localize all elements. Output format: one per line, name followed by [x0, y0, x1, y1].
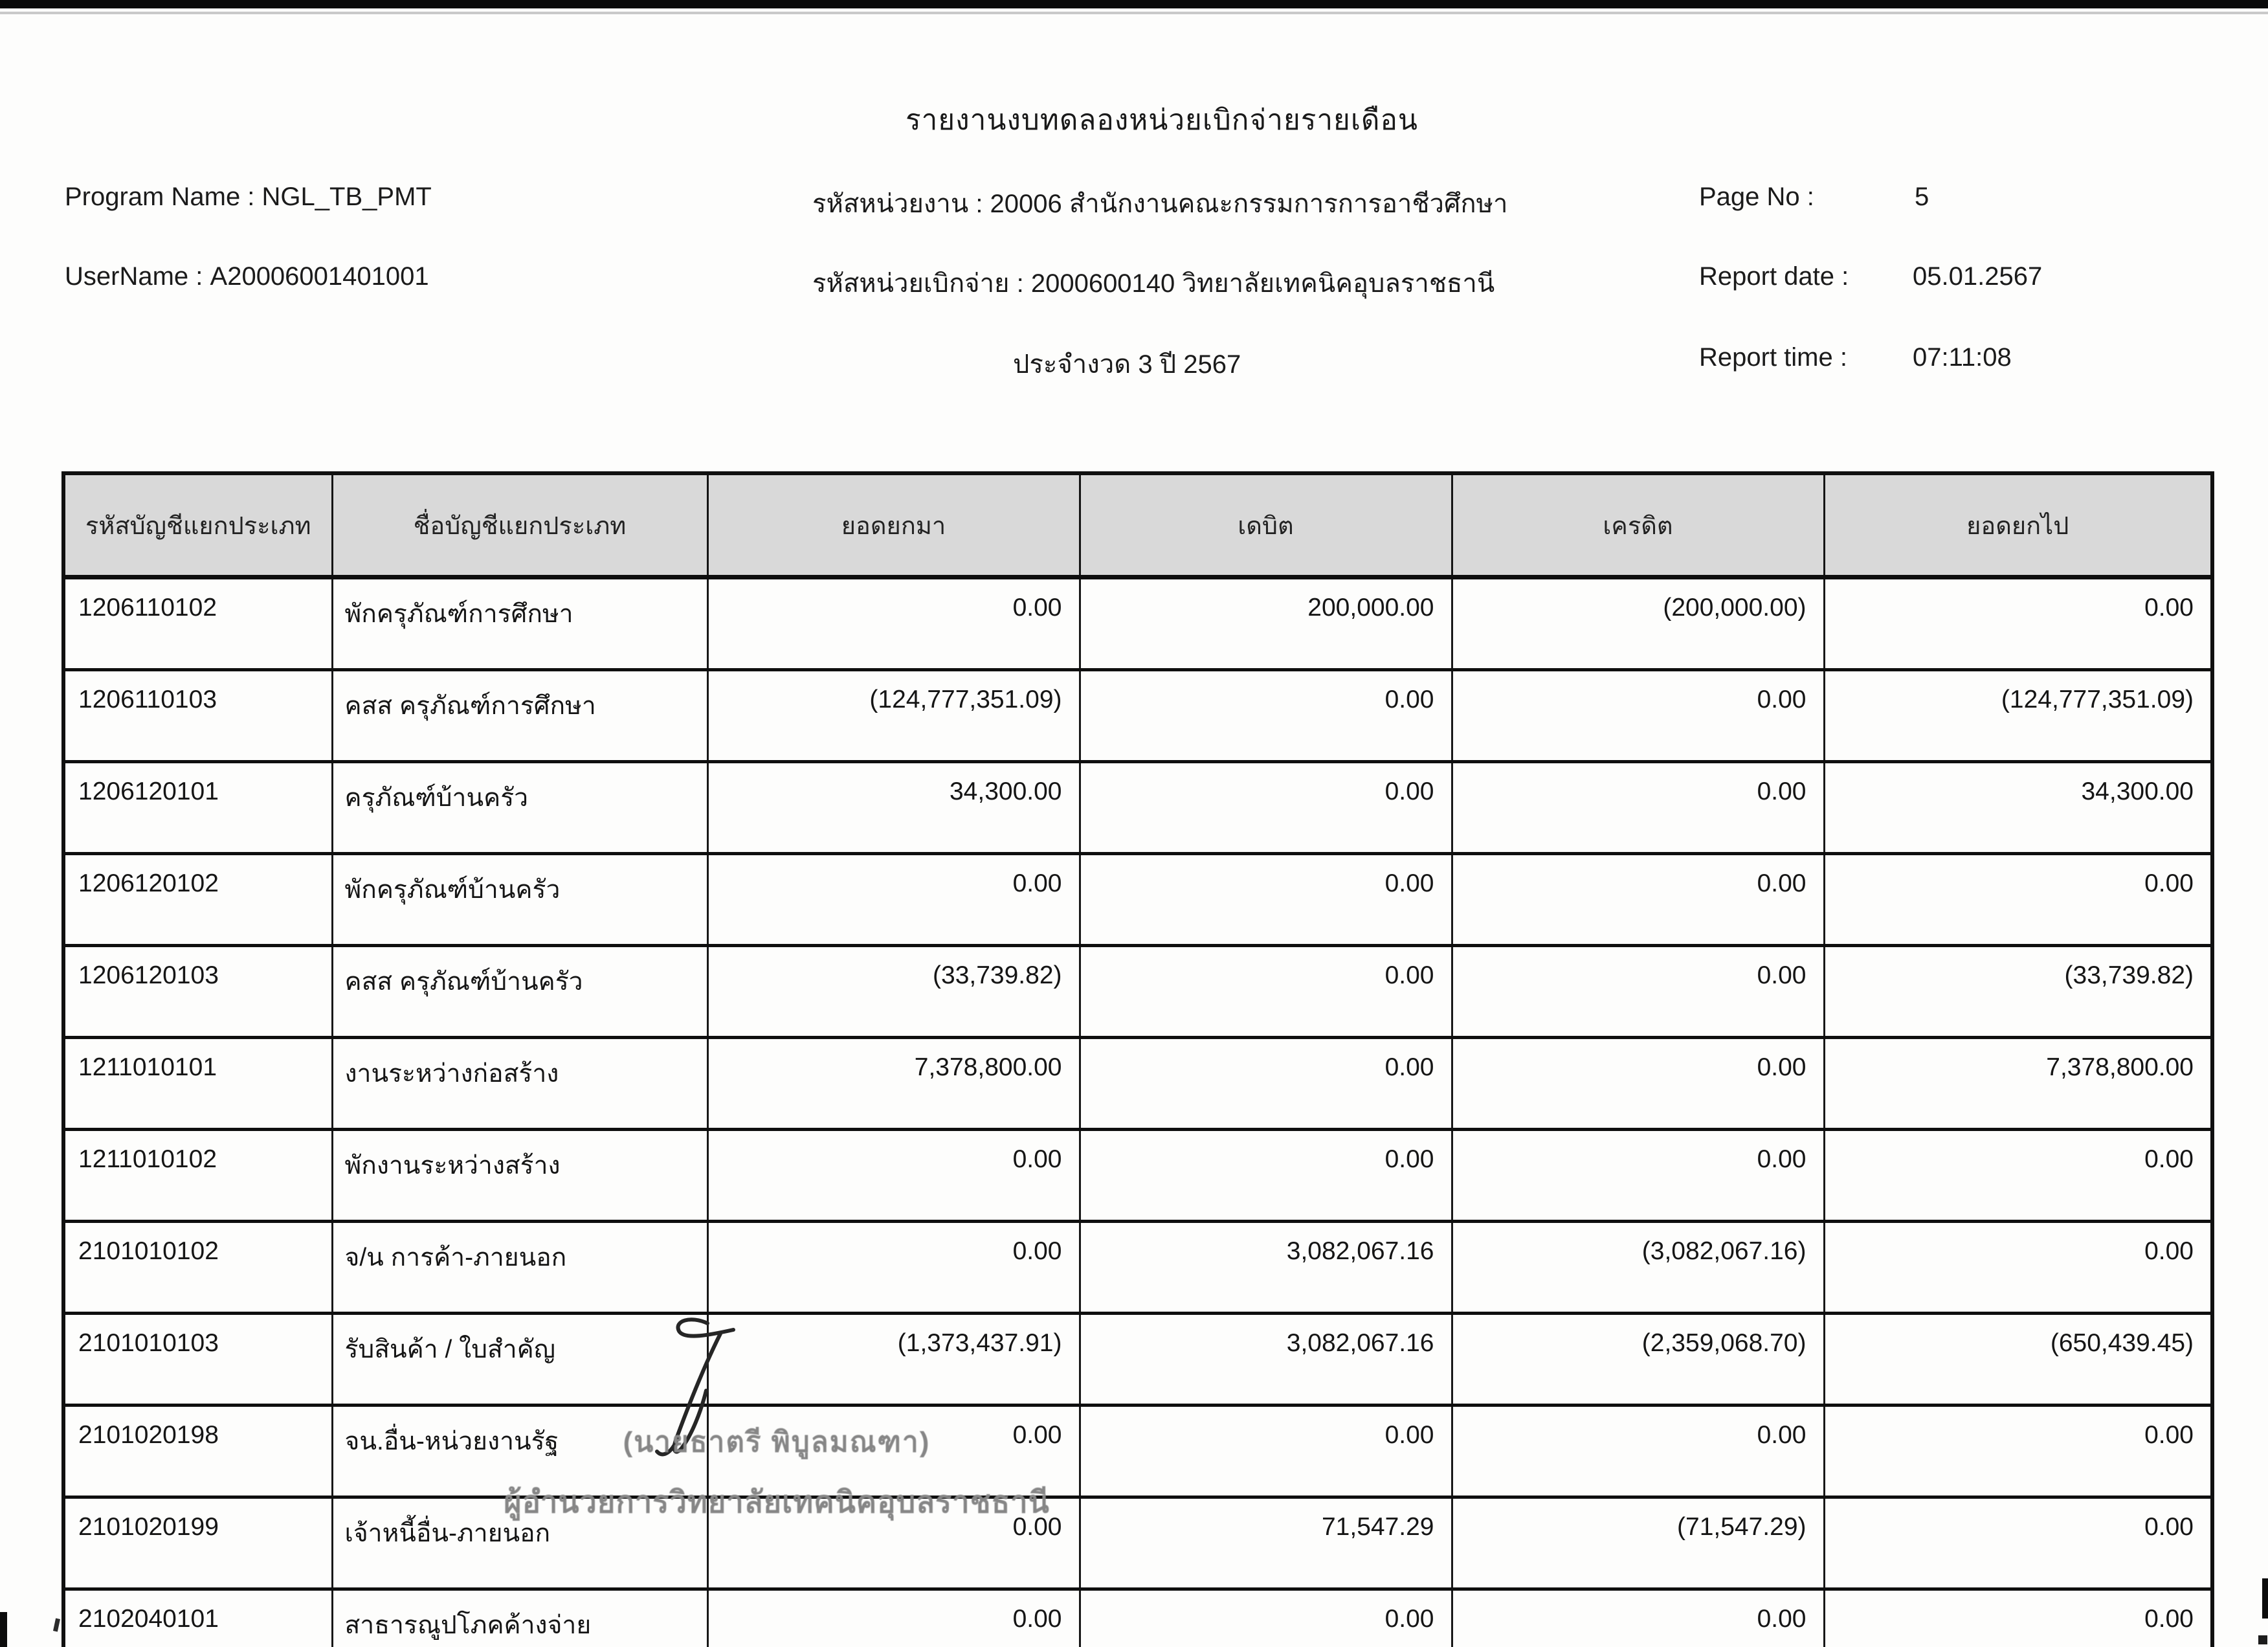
scan-artifact-bottom-right — [2262, 1578, 2268, 1619]
cell-account-name: งานระหว่างก่อสร้าง — [332, 1038, 707, 1130]
stamp-director-title: ผู้อำนวยการวิทยาลัยเทคนิคอุบลราชธานี — [504, 1485, 1050, 1519]
cell-account-code: 1206120103 — [63, 946, 332, 1038]
cell-amount: 0.00 — [707, 1406, 1080, 1497]
username-line — [65, 262, 429, 291]
cell-amount: 0.00 — [1824, 577, 2212, 670]
table-header-row — [63, 473, 2212, 577]
stamp-director-name: (นายธาตรี พิบูลมณฑา) — [623, 1426, 931, 1458]
report-date-value: 05.01.2567 — [1913, 262, 2043, 291]
username-value: A20006001401001 — [210, 262, 429, 291]
cell-account-code: 2102040101 — [63, 1589, 332, 1647]
cell-account-name: จ/น การค้า-ภายนอก — [332, 1222, 707, 1314]
cell-account-name: สาธารณูปโภคค้างจ่าย — [332, 1589, 707, 1647]
cell-amount: (33,739.82) — [707, 946, 1080, 1038]
cell-amount: 0.00 — [1080, 1406, 1452, 1497]
trial-balance-table — [61, 471, 2214, 1647]
cell-amount: 0.00 — [1824, 1589, 2212, 1647]
cell-amount: (3,082,067.16) — [1452, 1222, 1824, 1314]
cell-account-code: 1206110102 — [63, 577, 332, 670]
cell-amount: 0.00 — [1452, 946, 1824, 1038]
cell-account-name: พักครุภัณฑ์การศึกษา — [332, 577, 707, 670]
cell-amount: 0.00 — [1824, 1497, 2212, 1589]
table-row — [63, 670, 2212, 762]
cell-account-code: 1211010101 — [63, 1038, 332, 1130]
scan-artifact-bottom-right-tick — [2258, 1635, 2267, 1644]
cell-amount: 0.00 — [1452, 1038, 1824, 1130]
cell-amount: (124,777,351.09) — [1824, 670, 2212, 762]
cell-amount: 0.00 — [707, 1589, 1080, 1647]
table-row — [63, 1222, 2212, 1314]
cell-amount: (200,000.00) — [1452, 577, 1824, 670]
cell-account-name: คสส ครุภัณฑ์การศึกษา — [332, 670, 707, 762]
cell-account-code: 1211010102 — [63, 1130, 332, 1222]
table-row — [63, 1038, 2212, 1130]
cell-amount: (650,439.45) — [1824, 1314, 2212, 1406]
cell-amount: (2,359,068.70) — [1452, 1314, 1824, 1406]
table-row — [63, 762, 2212, 854]
table-row — [63, 1130, 2212, 1222]
col-header-brought-forward: ยอดยกมา — [707, 473, 1080, 577]
cell-account-name: ครุภัณฑ์บ้านครัว — [332, 762, 707, 854]
disburse-code-line: รหัสหน่วยเบิกจ่าย : 2000600140 วิทยาลัยเทคนิคอุบลราชธานี — [812, 269, 1495, 298]
cell-amount: 0.00 — [1080, 946, 1452, 1038]
cell-account-name: จน.อื่น-หน่วยงานรัฐ — [332, 1406, 707, 1497]
cell-amount: 0.00 — [1824, 1130, 2212, 1222]
cell-account-code: 2101020199 — [63, 1497, 332, 1589]
cell-amount: 0.00 — [1824, 1222, 2212, 1314]
cell-amount: 34,300.00 — [707, 762, 1080, 854]
cell-amount: 200,000.00 — [1080, 577, 1452, 670]
cell-account-code: 2101020198 — [63, 1406, 332, 1497]
cell-amount: 0.00 — [1080, 670, 1452, 762]
cell-amount: 0.00 — [1452, 1406, 1824, 1497]
cell-amount: 7,378,800.00 — [707, 1038, 1080, 1130]
cell-amount: 0.00 — [1824, 1406, 2212, 1497]
cell-amount: (33,739.82) — [1824, 946, 2212, 1038]
cell-amount: 0.00 — [1452, 670, 1824, 762]
cell-account-name: พักงานระหว่างสร้าง — [332, 1130, 707, 1222]
cell-amount: 0.00 — [1452, 1589, 1824, 1647]
cell-amount: 3,082,067.16 — [1080, 1222, 1452, 1314]
cell-amount: 71,547.29 — [1080, 1497, 1452, 1589]
cell-amount: 34,300.00 — [1824, 762, 2212, 854]
scan-artifact-bottom-left-tick — [53, 1618, 60, 1631]
cell-amount: 0.00 — [1080, 854, 1452, 946]
program-name-label: Program Name : — [65, 183, 255, 211]
cell-amount: 0.00 — [707, 1497, 1080, 1589]
cell-account-code: 1206120102 — [63, 854, 332, 946]
col-header-carried-forward: ยอดยกไป — [1824, 473, 2212, 577]
cell-account-code: 1206110103 — [63, 670, 332, 762]
cell-amount: 0.00 — [707, 854, 1080, 946]
cell-amount: 0.00 — [1080, 762, 1452, 854]
col-header-credit: เครดิต — [1452, 473, 1824, 577]
cell-amount: (124,777,351.09) — [707, 670, 1080, 762]
report-time-label: Report time : — [1699, 343, 1847, 372]
scan-artifact-top-bar — [0, 0, 2268, 8]
cell-amount: 0.00 — [707, 577, 1080, 670]
cell-account-code: 1206120101 — [63, 762, 332, 854]
agency-code-line: รหัสหน่วยงาน : 20006 สำนักงานคณะกรรมการการอาชีวศึกษา — [812, 190, 1508, 218]
cell-amount: (71,547.29) — [1452, 1497, 1824, 1589]
table-row — [63, 1589, 2212, 1647]
page-no-label: Page No : — [1699, 183, 1814, 211]
cell-amount: 0.00 — [707, 1222, 1080, 1314]
cell-account-code: 2101010103 — [63, 1314, 332, 1406]
cell-amount: 0.00 — [1452, 762, 1824, 854]
cell-account-name: รับสินค้า / ใบสำคัญ — [332, 1314, 707, 1406]
cell-account-name: เจ้าหนี้อื่น-ภายนอก — [332, 1497, 707, 1589]
table-row — [63, 1314, 2212, 1406]
cell-account-name: พักครุภัณฑ์บ้านครัว — [332, 854, 707, 946]
username-label: UserName : — [65, 262, 203, 291]
table-row — [63, 577, 2212, 670]
scan-artifact-top-line — [0, 12, 2268, 14]
page-no-value: 5 — [1915, 183, 1929, 211]
cell-amount: (1,373,437.91) — [707, 1314, 1080, 1406]
col-header-account-name: ชื่อบัญชีแยกประเภท — [332, 473, 707, 577]
cell-amount: 0.00 — [1080, 1038, 1452, 1130]
program-name-line — [65, 183, 432, 212]
cell-account-code: 2101010102 — [63, 1222, 332, 1314]
cell-amount: 0.00 — [1824, 854, 2212, 946]
scan-artifact-bottom-left — [0, 1612, 7, 1647]
col-header-debit: เดบิต — [1080, 473, 1452, 577]
report-date-label: Report date : — [1699, 262, 1849, 291]
table-row — [63, 946, 2212, 1038]
cell-amount: 0.00 — [707, 1130, 1080, 1222]
cell-amount: 0.00 — [1452, 854, 1824, 946]
cell-amount: 0.00 — [1452, 1130, 1824, 1222]
cell-amount: 3,082,067.16 — [1080, 1314, 1452, 1406]
table-row — [63, 854, 2212, 946]
col-header-account-code: รหัสบัญชีแยกประเภท — [63, 473, 332, 577]
cell-amount: 0.00 — [1080, 1130, 1452, 1222]
period-line: ประจำงวด 3 ปี 2567 — [1013, 350, 1241, 379]
cell-amount: 7,378,800.00 — [1824, 1038, 2212, 1130]
cell-account-name: คสส ครุภัณฑ์บ้านครัว — [332, 946, 707, 1038]
report-time-value: 07:11:08 — [1913, 343, 2012, 372]
cell-amount: 0.00 — [1080, 1589, 1452, 1647]
report-title: รายงานงบทดลองหน่วยเบิกจ่ายรายเดือน — [906, 104, 1418, 136]
program-name-value: NGL_TB_PMT — [261, 183, 432, 211]
